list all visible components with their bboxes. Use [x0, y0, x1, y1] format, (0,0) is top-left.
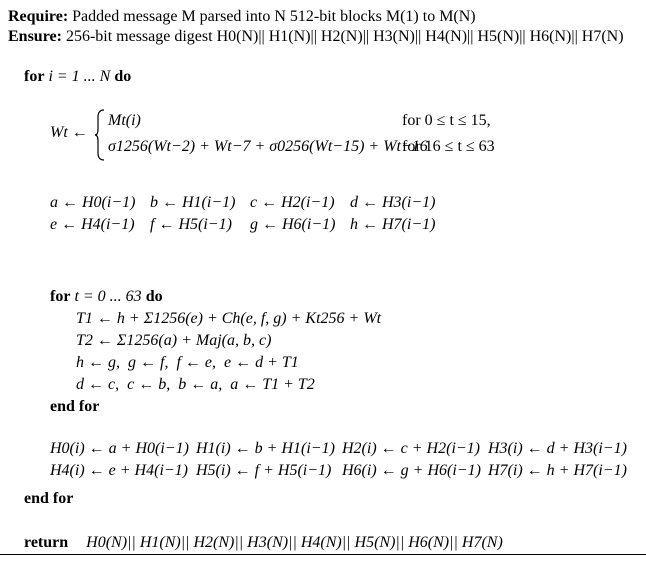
init-h: h ← H7(i−1): [350, 216, 436, 233]
shift-line-1: h ← g, g ← f, f ← e, e ← d + T1: [76, 354, 299, 371]
init-a: a ← H0(i−1): [50, 194, 136, 211]
update-row-2: [50, 462, 627, 480]
cases-brace: [94, 109, 106, 161]
schedule-case2-cond: for 16 ≤ t ≤ 63: [402, 138, 495, 155]
outer-end-for: end for: [24, 490, 74, 507]
schedule-case1-expr: Mt(i): [108, 112, 141, 129]
update-h5: H5(i) ← f + H5(i−1): [196, 462, 332, 479]
init-row-2: [50, 216, 446, 234]
update-h2: H2(i) ← c + H2(i−1): [342, 440, 481, 457]
init-row-1: [50, 194, 446, 212]
outer-for-range: i = 1 ... N: [48, 68, 111, 85]
init-d: d ← H3(i−1): [350, 194, 436, 211]
update-row-1: [50, 440, 627, 458]
update-h4: H4(i) ← e + H4(i−1): [50, 462, 189, 479]
ensure-label: Ensure:: [8, 28, 62, 45]
inner-end-for: end for: [50, 398, 100, 415]
ensure-text: 256-bit message digest H0(N)|| H1(N)|| H2(N)|| H3(N)|| H4(N)|| H5(N)|| H6(N)|| H7(N): [65, 28, 624, 45]
init-e: e ← H4(i−1): [50, 216, 135, 233]
t1-assignment: T1 ← h + Σ1256(e) + Ch(e, f, g) + Kt256 + Wt: [76, 310, 382, 327]
update-h6: H6(i) ← g + H6(i−1): [342, 462, 481, 479]
inner-for-keyword: for: [50, 288, 71, 305]
schedule-lhs: Wt ←: [50, 124, 88, 141]
return-line: [24, 534, 503, 552]
init-c: c ← H2(i−1): [250, 194, 335, 211]
return-expr: H0(N)|| H1(N)|| H2(N)|| H3(N)|| H4(N)|| H5(N)|| H6(N)|| H7(N): [86, 534, 503, 551]
update-h7: H7(i) ← h + H7(i−1): [488, 462, 627, 479]
ensure-line: [8, 28, 624, 46]
inner-for-range: t = 0 ... 63: [74, 288, 142, 305]
update-h3: H3(i) ← d + H3(i−1): [488, 440, 627, 457]
outer-for-keyword: for: [24, 68, 45, 85]
update-h0: H0(i) ← a + H0(i−1): [50, 440, 189, 457]
inner-do-keyword: do: [145, 288, 163, 305]
init-g: g ← H6(i−1): [250, 216, 336, 233]
return-keyword: return: [24, 534, 69, 551]
outer-for-line: [24, 68, 131, 86]
bottom-rule: [0, 554, 646, 555]
schedule-case1-cond: for 0 ≤ t ≤ 15,: [402, 112, 491, 129]
require-label: Require:: [8, 8, 69, 25]
update-h1: H1(i) ← b + H1(i−1): [196, 440, 335, 457]
init-b: b ← H1(i−1): [150, 194, 236, 211]
t2-assignment: T2 ← Σ1256(a) + Maj(a, b, c): [76, 332, 272, 349]
shift-line-2: d ← c, c ← b, b ← a, a ← T1 + T2: [76, 376, 315, 393]
inner-for-line: [50, 288, 163, 306]
init-f: f ← H5(i−1): [150, 216, 232, 233]
schedule-case2-expr: σ1256(Wt−2) + Wt−7 + σ0256(Wt−15) + Wt−16: [108, 138, 428, 155]
require-line: [8, 8, 476, 26]
outer-do-keyword: do: [114, 68, 132, 85]
require-text: Padded message M parsed into N 512-bit blocks M(1) to M(N): [72, 8, 476, 25]
